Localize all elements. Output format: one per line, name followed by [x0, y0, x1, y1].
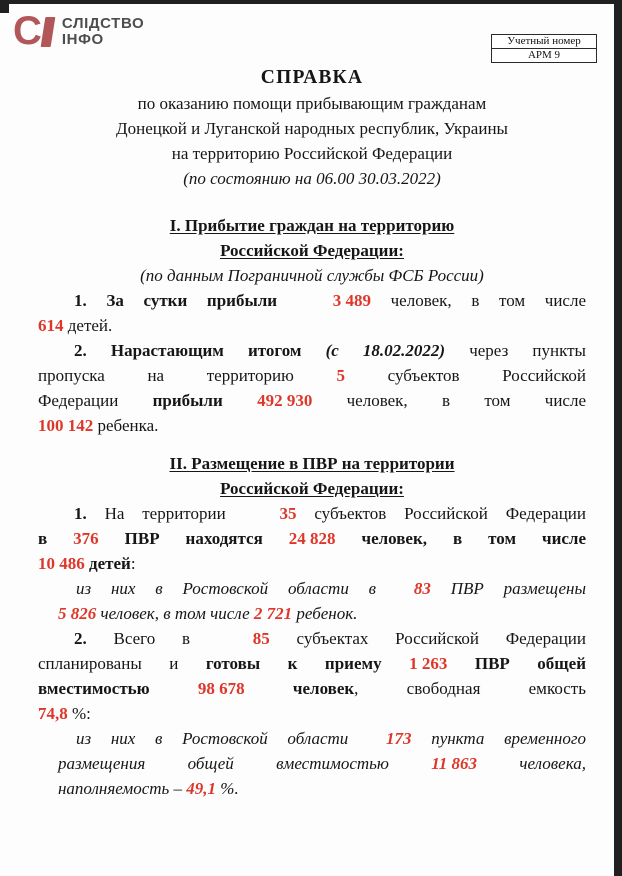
- text-line: [38, 388, 586, 413]
- text-run: субъектов Российской: [344, 366, 586, 385]
- text-run: Всего в: [113, 629, 217, 648]
- highlighted-number: 376: [73, 529, 99, 548]
- scan-edge-corner: [0, 0, 9, 13]
- text-run: готовы к приему: [205, 654, 410, 673]
- slidstvo-info-logo: [13, 10, 144, 52]
- text-run: человек, в том числе: [335, 529, 587, 548]
- text-run: человек, в том числе: [312, 391, 586, 410]
- text-line: [38, 626, 586, 651]
- text-run: :: [130, 554, 136, 573]
- text-line: [58, 576, 586, 601]
- text-run: размещения общей вместимостью: [58, 754, 432, 773]
- text-line: [38, 413, 586, 438]
- highlighted-number: 5 826: [58, 604, 97, 623]
- text-run: прибыли: [152, 391, 258, 410]
- spacer: [38, 191, 586, 213]
- subtitle-line: по оказанию помощи прибывающим гражданам: [137, 94, 487, 113]
- text-line: [58, 776, 586, 801]
- subtitle-line: на территорию Российской Федерации: [171, 144, 453, 163]
- highlighted-number: 2 721: [253, 604, 293, 623]
- section-2-heading-line: Российской Федерации:: [220, 479, 404, 498]
- text-run: 2. Нарастающим итогом: [74, 341, 326, 360]
- paragraph: [38, 288, 586, 338]
- registration-number-value: АРМ 9: [492, 48, 596, 62]
- text-run: , свободная емкость: [354, 679, 586, 698]
- text-line: [38, 363, 586, 388]
- text-line: [38, 288, 586, 313]
- text-line: [58, 601, 586, 626]
- text-run: 1.: [74, 504, 105, 523]
- highlighted-number: 85: [252, 629, 270, 648]
- section-1-paragraphs: [38, 288, 586, 438]
- highlighted-number: 74,8: [38, 704, 68, 723]
- text-run: пропуска на территорию: [38, 366, 337, 385]
- logo-letter-c: С: [13, 9, 40, 53]
- text-line: [58, 726, 586, 751]
- text-run: ребенок.: [292, 604, 358, 623]
- text-line: [38, 526, 586, 551]
- text-line: [38, 313, 586, 338]
- highlighted-number: 1 263: [409, 654, 448, 673]
- section-1-heading-line: Российской Федерации:: [220, 241, 404, 260]
- text-run: человека,: [477, 754, 586, 773]
- section-2-heading-line: II. Размещение в ПВР на территории: [169, 454, 455, 473]
- highlighted-number: 3 489: [332, 291, 371, 310]
- text-run: На территории: [104, 504, 244, 523]
- text-run: из них в Ростовской области в: [76, 579, 396, 598]
- spacer: [38, 438, 586, 451]
- section-2-paragraphs: [38, 501, 586, 801]
- text-line: [38, 338, 586, 363]
- highlighted-number: 83: [413, 579, 431, 598]
- text-run: (с 18.02.2022): [325, 341, 446, 360]
- section-1-heading: [38, 213, 586, 263]
- text-run: через пункты: [445, 341, 586, 360]
- highlighted-number: 10 486: [38, 554, 85, 573]
- registration-number-box: [491, 34, 597, 63]
- scan-edge-right: [614, 0, 622, 876]
- text-line: [38, 501, 586, 526]
- logo-bar-icon: [41, 17, 56, 47]
- registration-number-label: Учетный номер: [507, 35, 581, 47]
- text-run: человек, в том числе: [370, 291, 586, 310]
- highlighted-number: 173: [385, 729, 412, 748]
- text-run: в: [38, 529, 74, 548]
- text-run: спланированы и: [38, 654, 206, 673]
- highlighted-number: 49,1: [186, 779, 217, 798]
- highlighted-number: 100 142: [38, 416, 94, 435]
- highlighted-number: 35: [279, 504, 297, 523]
- text-run: ребенка.: [93, 416, 159, 435]
- highlighted-number: 5: [336, 366, 345, 385]
- paragraph: [38, 626, 586, 726]
- subtitle-line: Донецкой и Луганской народных республик, Украины: [116, 119, 508, 138]
- text-run: вместимостью: [38, 679, 198, 698]
- section-2-heading: [38, 451, 586, 501]
- text-run: из них в Ростовской области: [76, 729, 368, 748]
- highlighted-number: 11 863: [431, 754, 478, 773]
- text-run: 2.: [74, 629, 114, 648]
- text-run: ПВР размещены: [430, 579, 586, 598]
- scan-edge-top: [0, 0, 622, 4]
- text-line: [38, 701, 586, 726]
- text-line: [58, 751, 586, 776]
- text-run: человек: [244, 679, 355, 698]
- paragraph: [58, 576, 586, 626]
- text-run: детей: [84, 554, 131, 573]
- text-line: [38, 551, 586, 576]
- text-run: субъектах Российской Федерации: [269, 629, 586, 648]
- text-run: %:: [67, 704, 91, 723]
- text-run: 1. За сутки прибыли: [74, 291, 297, 310]
- document-title: СПРАВКА: [260, 67, 364, 88]
- text-run: пункта временного: [411, 729, 586, 748]
- text-run: детей.: [63, 316, 113, 335]
- section-1-heading-line: I. Прибытие граждан на территорию: [169, 216, 455, 235]
- highlighted-number: 614: [38, 316, 64, 335]
- logo-line-2: ІНФО: [61, 31, 104, 48]
- text-run: ПВР общей: [447, 654, 587, 673]
- as-of-date-line: (по состоянию на 06.00 30.03.2022): [183, 169, 441, 188]
- text-line: [38, 676, 586, 701]
- highlighted-number: 492 930: [257, 391, 313, 410]
- text-run: субъектов Российской Федерации: [296, 504, 586, 523]
- text-line: [38, 651, 586, 676]
- highlighted-number: 24 828: [288, 529, 336, 548]
- logo-si-icon: [13, 10, 53, 52]
- paragraph: [38, 501, 586, 576]
- text-run: человек, в том числе: [96, 604, 254, 623]
- paragraph: [38, 338, 586, 438]
- text-run: ПВР находятся: [98, 529, 289, 548]
- section-1-source-note: (по данным Пограничной службы ФСБ России): [140, 266, 484, 285]
- paragraph: [58, 726, 586, 801]
- text-run: Федерации: [38, 391, 153, 410]
- logo-line-1: СЛІДСТВО: [61, 15, 145, 32]
- logo-wordmark: [62, 14, 144, 48]
- text-run: наполняемость –: [58, 779, 187, 798]
- highlighted-number: 98 678: [197, 679, 245, 698]
- text-run: %.: [216, 779, 239, 798]
- document-body: [38, 64, 586, 801]
